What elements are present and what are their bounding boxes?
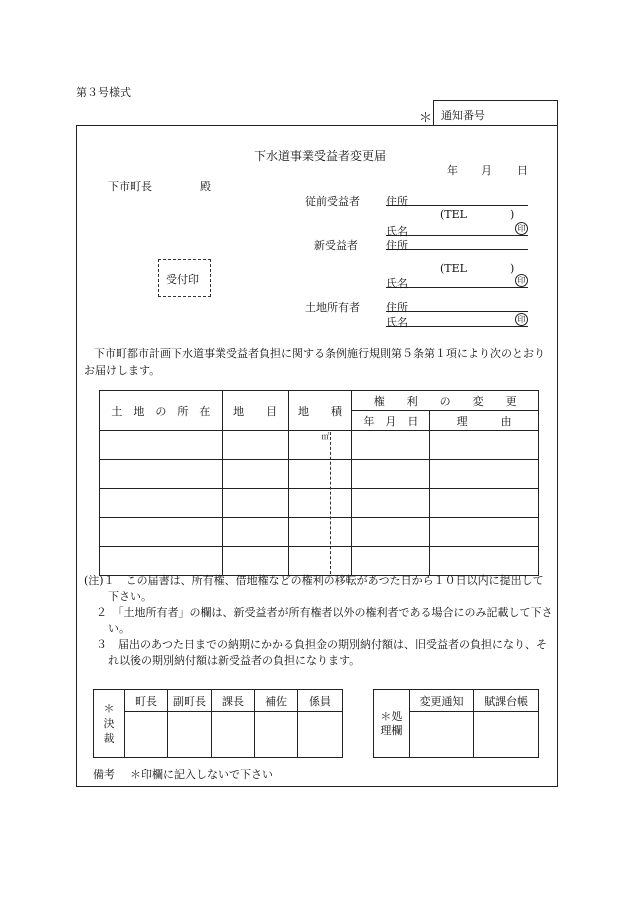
approval-col-staff: 係員 bbox=[298, 690, 343, 712]
table-row bbox=[100, 460, 539, 489]
location-cell[interactable] bbox=[100, 460, 223, 489]
header-date: 年 月 日 bbox=[352, 411, 430, 431]
header-reason: 理 由 bbox=[430, 411, 539, 431]
date-month[interactable]: 月 bbox=[481, 164, 492, 177]
table-row bbox=[100, 518, 539, 547]
owner-address-field[interactable] bbox=[386, 299, 528, 312]
remarks-text: ＊印欄に記入しないで下さい bbox=[130, 768, 273, 781]
statement-text: 下市町都市計画下水道事業受益者負担に関する条例施行規則第５条第１項により次のとおりお届けします。 bbox=[84, 347, 545, 377]
area-cell[interactable] bbox=[288, 547, 352, 576]
header-area: 地 積 bbox=[288, 391, 352, 431]
notice-number-label: 通知番号 bbox=[441, 109, 485, 122]
area-cell[interactable] bbox=[288, 489, 352, 518]
area-divider bbox=[330, 432, 331, 574]
table-row bbox=[100, 547, 539, 576]
previous-address-field[interactable] bbox=[386, 193, 528, 206]
approval-col-section-chief: 課長 bbox=[212, 690, 255, 712]
date-cell[interactable] bbox=[352, 489, 430, 518]
approval-seal-cell[interactable] bbox=[167, 712, 211, 758]
note-2: ２ 「土地所有者」の欄は、新受益者が所有権者以外の権利者である場合にのみ記載して下さい。 bbox=[96, 606, 553, 635]
processing-table bbox=[373, 689, 539, 758]
approval-seal-cell[interactable] bbox=[298, 712, 343, 758]
reason-cell[interactable] bbox=[430, 489, 539, 518]
previous-tel-close: ) bbox=[510, 208, 515, 221]
notes bbox=[84, 573, 554, 669]
location-cell[interactable] bbox=[100, 547, 223, 576]
reason-cell[interactable] bbox=[430, 518, 539, 547]
reason-cell[interactable] bbox=[430, 431, 539, 460]
location-cell[interactable] bbox=[100, 489, 223, 518]
new-beneficiary-label: 新受益者 bbox=[314, 239, 358, 252]
date-cell[interactable] bbox=[352, 431, 430, 460]
date-cell[interactable] bbox=[352, 518, 430, 547]
new-seal-icon: 印 bbox=[515, 274, 528, 287]
category-cell[interactable] bbox=[222, 518, 288, 547]
previous-address-label: 住所 bbox=[386, 195, 408, 208]
addressee-honorific: 殿 bbox=[200, 180, 211, 193]
previous-seal-icon: 印 bbox=[515, 222, 528, 235]
approval-col-mayor: 町長 bbox=[124, 690, 167, 712]
approval-seal-cell[interactable] bbox=[124, 712, 167, 758]
new-name-field[interactable] bbox=[386, 275, 528, 288]
approval-table bbox=[93, 689, 343, 758]
previous-name-field[interactable] bbox=[386, 223, 528, 236]
area-unit: ㎡ bbox=[321, 432, 330, 441]
category-cell[interactable] bbox=[222, 489, 288, 518]
previous-name-label: 氏名 bbox=[386, 225, 408, 238]
location-cell[interactable] bbox=[100, 518, 223, 547]
category-cell[interactable] bbox=[222, 431, 288, 460]
addressee-name: 下市町長 bbox=[108, 180, 152, 193]
date-day[interactable]: 日 bbox=[517, 164, 528, 177]
category-cell[interactable] bbox=[222, 460, 288, 489]
owner-label: 土地所有者 bbox=[305, 301, 360, 314]
new-tel-close: ) bbox=[510, 262, 515, 275]
table-row bbox=[100, 489, 539, 518]
owner-seal-icon: 印 bbox=[515, 313, 528, 326]
approval-seal-cell[interactable] bbox=[212, 712, 255, 758]
processing-cell[interactable] bbox=[409, 712, 474, 758]
reception-stamp-box bbox=[158, 259, 211, 297]
previous-tel-label: (TEL bbox=[440, 208, 467, 221]
reason-cell[interactable] bbox=[430, 547, 539, 576]
new-address-label: 住所 bbox=[386, 239, 408, 252]
date-year[interactable]: 年 bbox=[447, 164, 458, 177]
date-cell[interactable] bbox=[352, 547, 430, 576]
land-table bbox=[99, 390, 539, 576]
header-category: 地 目 bbox=[222, 391, 288, 431]
processing-cell[interactable] bbox=[474, 712, 539, 758]
owner-name-field[interactable] bbox=[386, 314, 528, 327]
owner-address-label: 住所 bbox=[386, 301, 408, 314]
approval-side-label: ＊決裁 bbox=[94, 690, 125, 758]
approval-col-deputy-mayor: 副町長 bbox=[167, 690, 211, 712]
previous-beneficiary-label: 従前受益者 bbox=[305, 195, 360, 208]
processing-side-label: ＊処理欄 bbox=[374, 690, 410, 758]
reception-stamp-label: 受付印 bbox=[166, 273, 199, 286]
new-address-field[interactable] bbox=[386, 237, 528, 250]
notice-number-box[interactable] bbox=[433, 100, 558, 126]
header-location: 土 地 の 所 在 bbox=[100, 391, 223, 431]
notice-asterisk: ＊ bbox=[419, 111, 433, 126]
location-cell[interactable] bbox=[100, 431, 223, 460]
owner-name-label: 氏名 bbox=[386, 316, 408, 329]
area-cell[interactable] bbox=[288, 460, 352, 489]
processing-col-change-notice: 変更通知 bbox=[409, 690, 474, 712]
approval-seal-cell[interactable] bbox=[255, 712, 298, 758]
area-cell[interactable] bbox=[288, 518, 352, 547]
form-label: 第３号様式 bbox=[76, 86, 131, 99]
category-cell[interactable] bbox=[222, 547, 288, 576]
page-title: 下水道事業受益者変更届 bbox=[254, 149, 387, 163]
new-name-label: 氏名 bbox=[386, 277, 408, 290]
processing-col-levy-ledger: 賦課台帳 bbox=[474, 690, 539, 712]
header-change: 権 利 の 変 更 bbox=[352, 391, 539, 411]
note-1: (注)１ この届書は、所有権、借地権などの権利の移転があつた日から１０日以内に提出して下さい。 bbox=[84, 574, 544, 603]
note-3: ３ 届出のあつた日までの納期にかかる負担金の期別納付額は、旧受益者の負担になり、それ以後の期別納付額は新受益者の負担になります。 bbox=[96, 638, 547, 667]
reason-cell[interactable] bbox=[430, 460, 539, 489]
table-row bbox=[100, 431, 539, 460]
area-cell[interactable] bbox=[288, 431, 352, 460]
date-cell[interactable] bbox=[352, 460, 430, 489]
remarks-label: 備考 bbox=[93, 768, 115, 781]
new-tel-label: (TEL bbox=[440, 262, 467, 275]
approval-col-assistant: 補佐 bbox=[255, 690, 298, 712]
